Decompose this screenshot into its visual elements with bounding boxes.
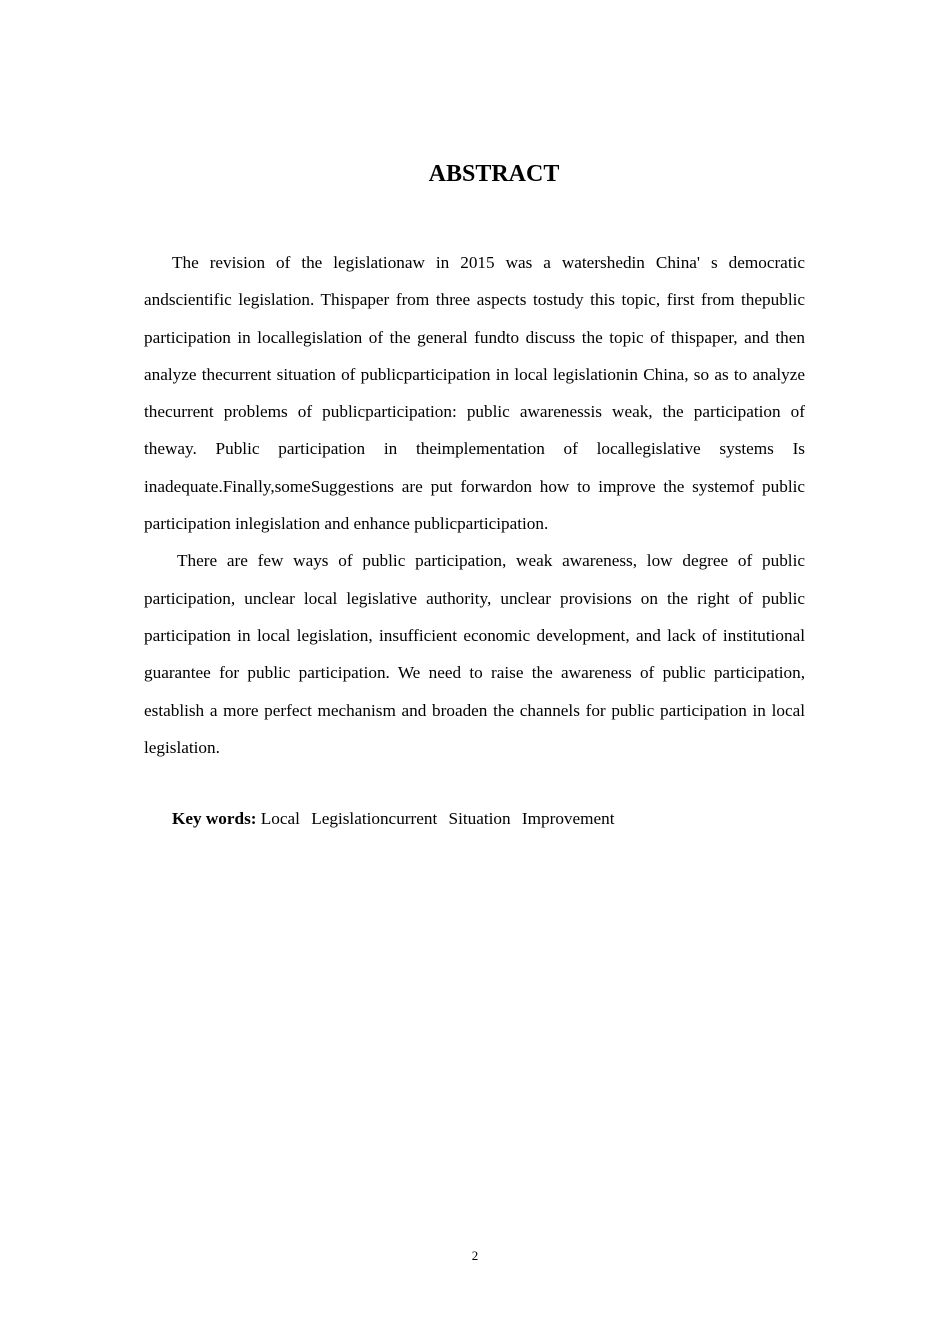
keyword-item: Situation — [448, 809, 511, 829]
keyword-item: Improvement — [521, 809, 615, 829]
keyword-item: Legislationcurrent — [311, 809, 438, 829]
abstract-title: ABSTRACT — [428, 161, 560, 187]
keywords-line — [144, 800, 805, 837]
keyword-item: Local — [260, 809, 300, 829]
page-number: 2 — [471, 1248, 479, 1263]
abstract-paragraph-1: The revision of the legislationaw in 2015 was a watershedin China' s democratic andscientific legislation. Thispaper from three aspects tostudy this topic, first from thepublic participation in locallegislation of the general fundto discuss the topic of thispaper, and then analyze thecurrent situation of publicparticipation in local legislationin China, so as to analyze thecurrent problems of publicparticipation: public awarenessis weak, the participation of theway. Public participation in theimplementation of locallegislative systems Is inadequate.Finally,someSuggestions are put forwardon how to improve the systemof public participation inlegislation and enhance publicparticipation. — [144, 253, 805, 534]
abstract-paragraph-2: There are few ways of public participation, weak awareness, low degree of public participation, unclear local legislative authority, unclear provisions on the right of public participation in local legislation, insufficient economic development, and lack of institutional guarantee for public participation. We need to raise the awareness of public participation, establish a more perfect mechanism and broaden the channels for public participation in local legislation. — [144, 551, 805, 757]
abstract-body — [144, 244, 805, 837]
keywords-label: Key words: — [172, 809, 257, 829]
